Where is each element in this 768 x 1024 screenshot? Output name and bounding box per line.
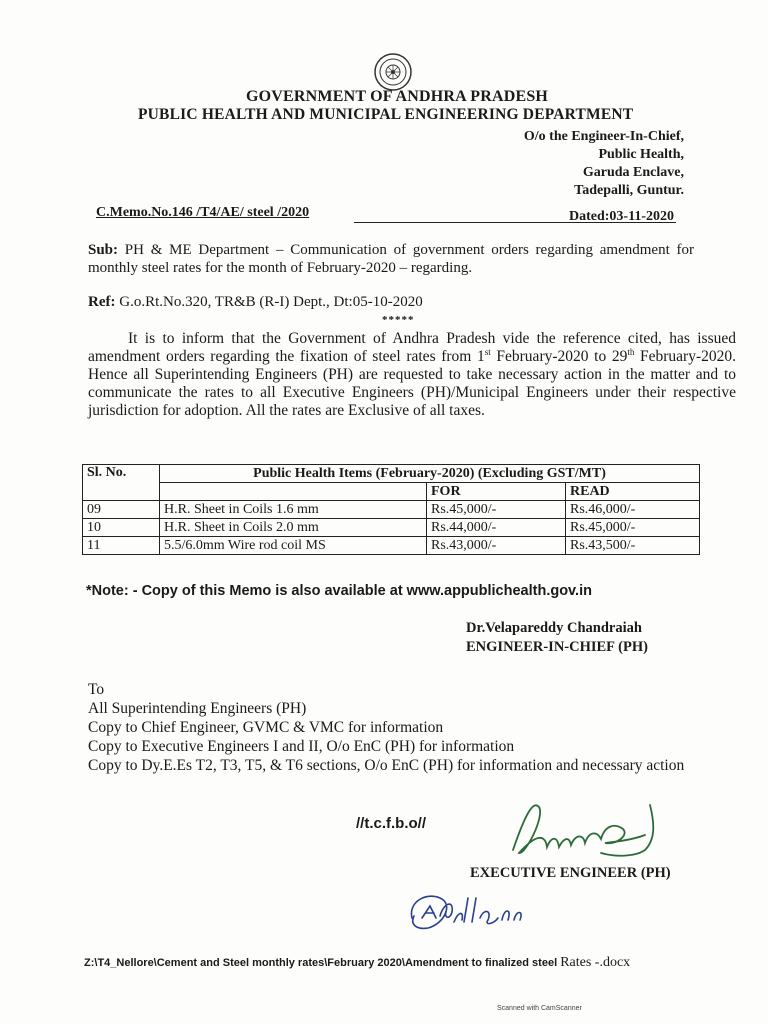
office-address [524, 128, 684, 200]
table-row [83, 537, 700, 555]
cell-item: H.R. Sheet in Coils 1.6 mm [160, 501, 427, 519]
header-government: GOVERNMENT OF ANDHRA PRADESH [246, 88, 549, 105]
reference [88, 294, 423, 311]
body-paragraph [88, 330, 736, 420]
note-website: *Note: - Copy of this Memo is also available at www.appublichealth.gov.in [86, 583, 592, 599]
distribution-line: Copy to Dy.E.Es T2, T3, T5, & T6 sections, O/o EnC (PH) for information and necessary action [88, 757, 685, 774]
tcfbo-mark: //t.c.f.b.o// [356, 815, 426, 832]
subject [88, 241, 694, 277]
table-row [83, 519, 700, 537]
file-path [84, 955, 630, 971]
file-path-prefix: Z:\T4_Nellore\Cement and Steel monthly rates\February 2020\Amendment to finalized steel [84, 957, 561, 969]
header-blank [160, 483, 427, 501]
memo-header-row [96, 205, 676, 225]
signatory-block [466, 619, 648, 657]
cell-read: Rs.45,000/- [566, 519, 700, 537]
ordinal-suffix: st [484, 346, 491, 357]
reference-label: Ref: [88, 294, 116, 310]
steel-rates-table [82, 464, 700, 555]
office-line: Garuda Enclave, [582, 165, 684, 180]
table-row [83, 501, 700, 519]
cell-item: 5.5/6.0mm Wire rod coil MS [160, 537, 427, 555]
signatory-name: Dr.Velapareddy Chandraiah [466, 620, 642, 636]
distribution-list [88, 680, 728, 775]
initials-blue-ink [404, 888, 534, 938]
subject-label: Sub: [88, 242, 119, 258]
header-department: PUBLIC HEALTH AND MUNICIPAL ENGINEERING DEPARTMENT [138, 106, 634, 123]
office-line: O/o the Engineer-In-Chief, [523, 129, 684, 144]
cell-read: Rs.46,000/- [566, 501, 700, 519]
distribution-line: All Superintending Engineers (PH) [88, 700, 307, 717]
body-text: It is to inform that the Government of Andhra Pradesh vide the reference cited, has issued amendment orders regarding the fixation of steel rates from 1 [88, 330, 736, 365]
signature-green-ink [505, 795, 665, 865]
cell-item: H.R. Sheet in Coils 2.0 mm [160, 519, 427, 537]
file-path-suffix: Rates -.docx [560, 955, 631, 970]
reference-text: G.o.Rt.No.320, TR&B (R-I) Dept., Dt:05-10-2020 [119, 294, 423, 310]
cell-read: Rs.43,500/- [566, 537, 700, 555]
header-read: READ [566, 483, 700, 501]
separator-stars: ***** [382, 314, 415, 326]
memo-number: C.Memo.No.146 /T4/AE/ steel /2020 [96, 205, 310, 220]
header-for: FOR [427, 483, 566, 501]
scanner-watermark: Scanned with CamScanner [497, 1005, 582, 1012]
signatory-designation: ENGINEER-IN-CHIEF (PH) [466, 639, 648, 655]
body-text: February-2020. Hence all Superintending Engineers (PH) are requested to take necessary action in the matter and to communicate the rates to all Executive Engineers (PH)/Municipal Engineers under their respective jurisdiction for adoption. All the rates are Exclusive of all taxes. [88, 348, 736, 419]
executive-engineer: EXECUTIVE ENGINEER (PH) [470, 865, 671, 881]
cell-for: Rs.44,000/- [427, 519, 566, 537]
subject-text: PH & ME Department – Communication of government orders regarding amendment for monthly steel rates for the month of February-2020 – regarding. [88, 242, 695, 276]
cell-slno: 11 [83, 537, 160, 555]
table-subheader-row [83, 483, 700, 501]
cell-slno: 09 [83, 501, 160, 519]
government-emblem-icon [373, 52, 413, 92]
distribution-line: Copy to Chief Engineer, GVMC & VMC for information [88, 719, 444, 736]
cell-for: Rs.45,000/- [427, 501, 566, 519]
ordinal-suffix: th [627, 346, 635, 357]
cell-slno: 10 [83, 519, 160, 537]
header-slno: Sl. No. [83, 465, 160, 501]
table-header-row [83, 465, 700, 483]
memo-date: Dated:03-11-2020 [569, 209, 674, 224]
office-line: Tadepalli, Guntur. [574, 183, 684, 198]
distribution-line: Copy to Executive Engineers I and II, O/o EnC (PH) for information [88, 738, 515, 755]
cell-for: Rs.43,000/- [427, 537, 566, 555]
office-line: Public Health, [598, 147, 684, 162]
to-label: To [88, 681, 105, 698]
header-items: Public Health Items (February-2020) (Excluding GST/MT) [160, 465, 700, 483]
body-text: February-2020 to 29 [490, 348, 628, 365]
